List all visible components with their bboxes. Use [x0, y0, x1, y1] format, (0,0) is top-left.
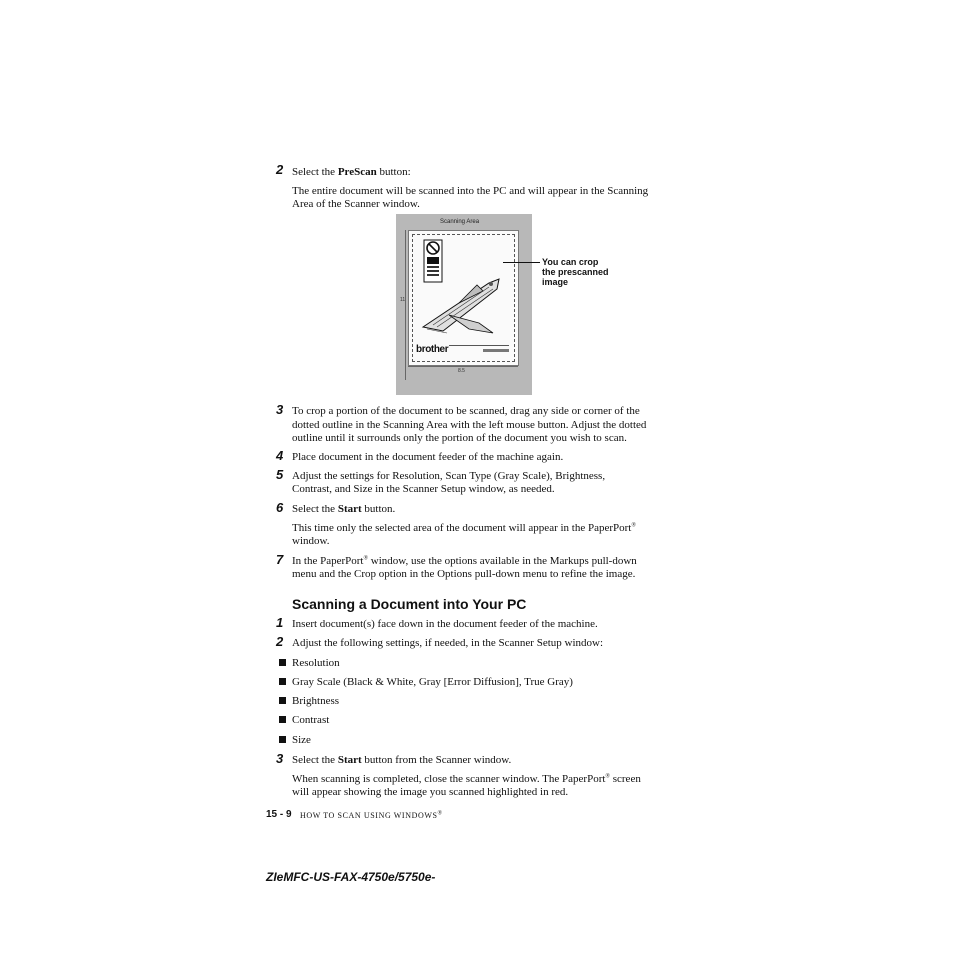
section-heading: Scanning a Document into Your PC: [292, 596, 527, 612]
scanning-area-figure: [396, 214, 532, 395]
step-text-line: Adjust the settings for Resolution, Scan Type (Gray Scale), Brightness,: [292, 470, 606, 482]
scanned-page: [408, 230, 519, 366]
step-note-line: [292, 521, 636, 535]
callout-line: [503, 262, 540, 263]
bullet-icon: [279, 716, 286, 723]
bullet-icon: [279, 697, 286, 704]
step-text-pre: Select the: [292, 166, 338, 178]
step-number: 1: [276, 615, 284, 630]
step-text-line: [292, 554, 637, 568]
registered-mark: ®: [631, 522, 636, 529]
note-text: When scanning is completed, close the scanner window. The PaperPort: [292, 773, 606, 785]
registered-mark: ®: [437, 810, 443, 817]
step-text: Insert document(s) face down in the document feeder of the machine.: [292, 618, 598, 630]
step-text-line: Contrast, and Size in the Scanner Setup window, as needed.: [292, 483, 555, 495]
chapter-title-text: HOW TO SCAN USING WINDOWS: [300, 811, 438, 820]
prescan-label: PreScan: [337, 166, 377, 178]
brand-logo: brother: [416, 344, 449, 355]
step-text-pre: Select the: [292, 503, 338, 515]
step-text: [292, 165, 411, 179]
space-shuttle-icon: [419, 275, 511, 335]
bullet-text: Gray Scale (Black & White, Gray [Error Diffusion], True Gray): [292, 676, 573, 688]
callout-line-1: You can crop: [542, 257, 599, 267]
step-note-line: will appear showing the image you scanned highlighted in red.: [292, 786, 569, 798]
step-text-pre: In the PaperPort: [292, 555, 364, 567]
bullet-icon: [279, 659, 286, 666]
step-note-line: Area of the Scanner window.: [292, 198, 420, 210]
step-text-post: window, use the options available in the Markups pull-down: [368, 555, 637, 567]
logo-rule: [449, 345, 509, 346]
step-text: Adjust the following settings, if needed, in the Scanner Setup window:: [292, 637, 604, 649]
bullet-icon: [279, 736, 286, 743]
vertical-ruler: [401, 230, 406, 380]
note-text-post: screen: [609, 773, 641, 785]
step-text: [292, 502, 395, 516]
step-text: [292, 753, 511, 767]
step-number: 6: [276, 500, 284, 515]
step-text-line: menu and the Crop option in the Options pull-down menu to refine the image.: [292, 568, 636, 580]
note-text: This time only the selected area of the document will appear in the PaperPort: [292, 522, 632, 534]
step-text-line: outline until it surrounds only the portion of the document you wish to scan.: [292, 432, 627, 444]
bullet-text: Contrast: [292, 714, 330, 726]
step-text-line: To crop a portion of the document to be scanned, drag any side or corner of the: [292, 405, 640, 417]
ruler-side-label: 11: [400, 297, 406, 303]
ruler-bottom-label: 8.5: [458, 368, 465, 374]
callout-line-3: image: [542, 277, 569, 287]
step-note-line: The entire document will be scanned into the PC and will appear in the Scanning: [292, 185, 649, 197]
step-note-line: [292, 772, 641, 786]
step-number: 3: [276, 751, 284, 766]
page-number: 15 - 9: [266, 809, 292, 820]
step-text-pre: Select the: [292, 754, 338, 766]
bullet-icon: [279, 678, 286, 685]
step-note-line: window.: [292, 535, 330, 547]
step-text-post: button.: [361, 503, 396, 515]
step-number: 2: [276, 162, 284, 177]
step-text-post: button:: [376, 166, 411, 178]
document-id: ZIeMFC-US-FAX-4750e/5750e-: [266, 870, 436, 884]
registered-mark: ®: [605, 773, 610, 780]
fine-print-mark: [483, 349, 509, 352]
step-number: 4: [276, 448, 284, 463]
step-text-post: button from the Scanner window.: [361, 754, 512, 766]
start-label: Start: [337, 754, 362, 766]
chapter-title: [300, 811, 443, 820]
step-number: 5: [276, 467, 284, 482]
step-number: 2: [276, 634, 284, 649]
figure-title: Scanning Area: [440, 219, 480, 225]
callout-line-2: the prescanned: [542, 267, 609, 277]
bullet-text: Resolution: [292, 657, 340, 669]
step-number: 7: [276, 552, 284, 567]
step-text-line: dotted outline in the Scanning Area with the left mouse button. Adjust the dotted: [292, 419, 647, 431]
bullet-text: Brightness: [292, 695, 340, 707]
registered-mark: ®: [363, 555, 369, 562]
start-label: Start: [337, 503, 362, 515]
bullet-text: Size: [292, 734, 311, 746]
step-number: 3: [276, 402, 284, 417]
step-text: Place document in the document feeder of the machine again.: [292, 451, 564, 463]
